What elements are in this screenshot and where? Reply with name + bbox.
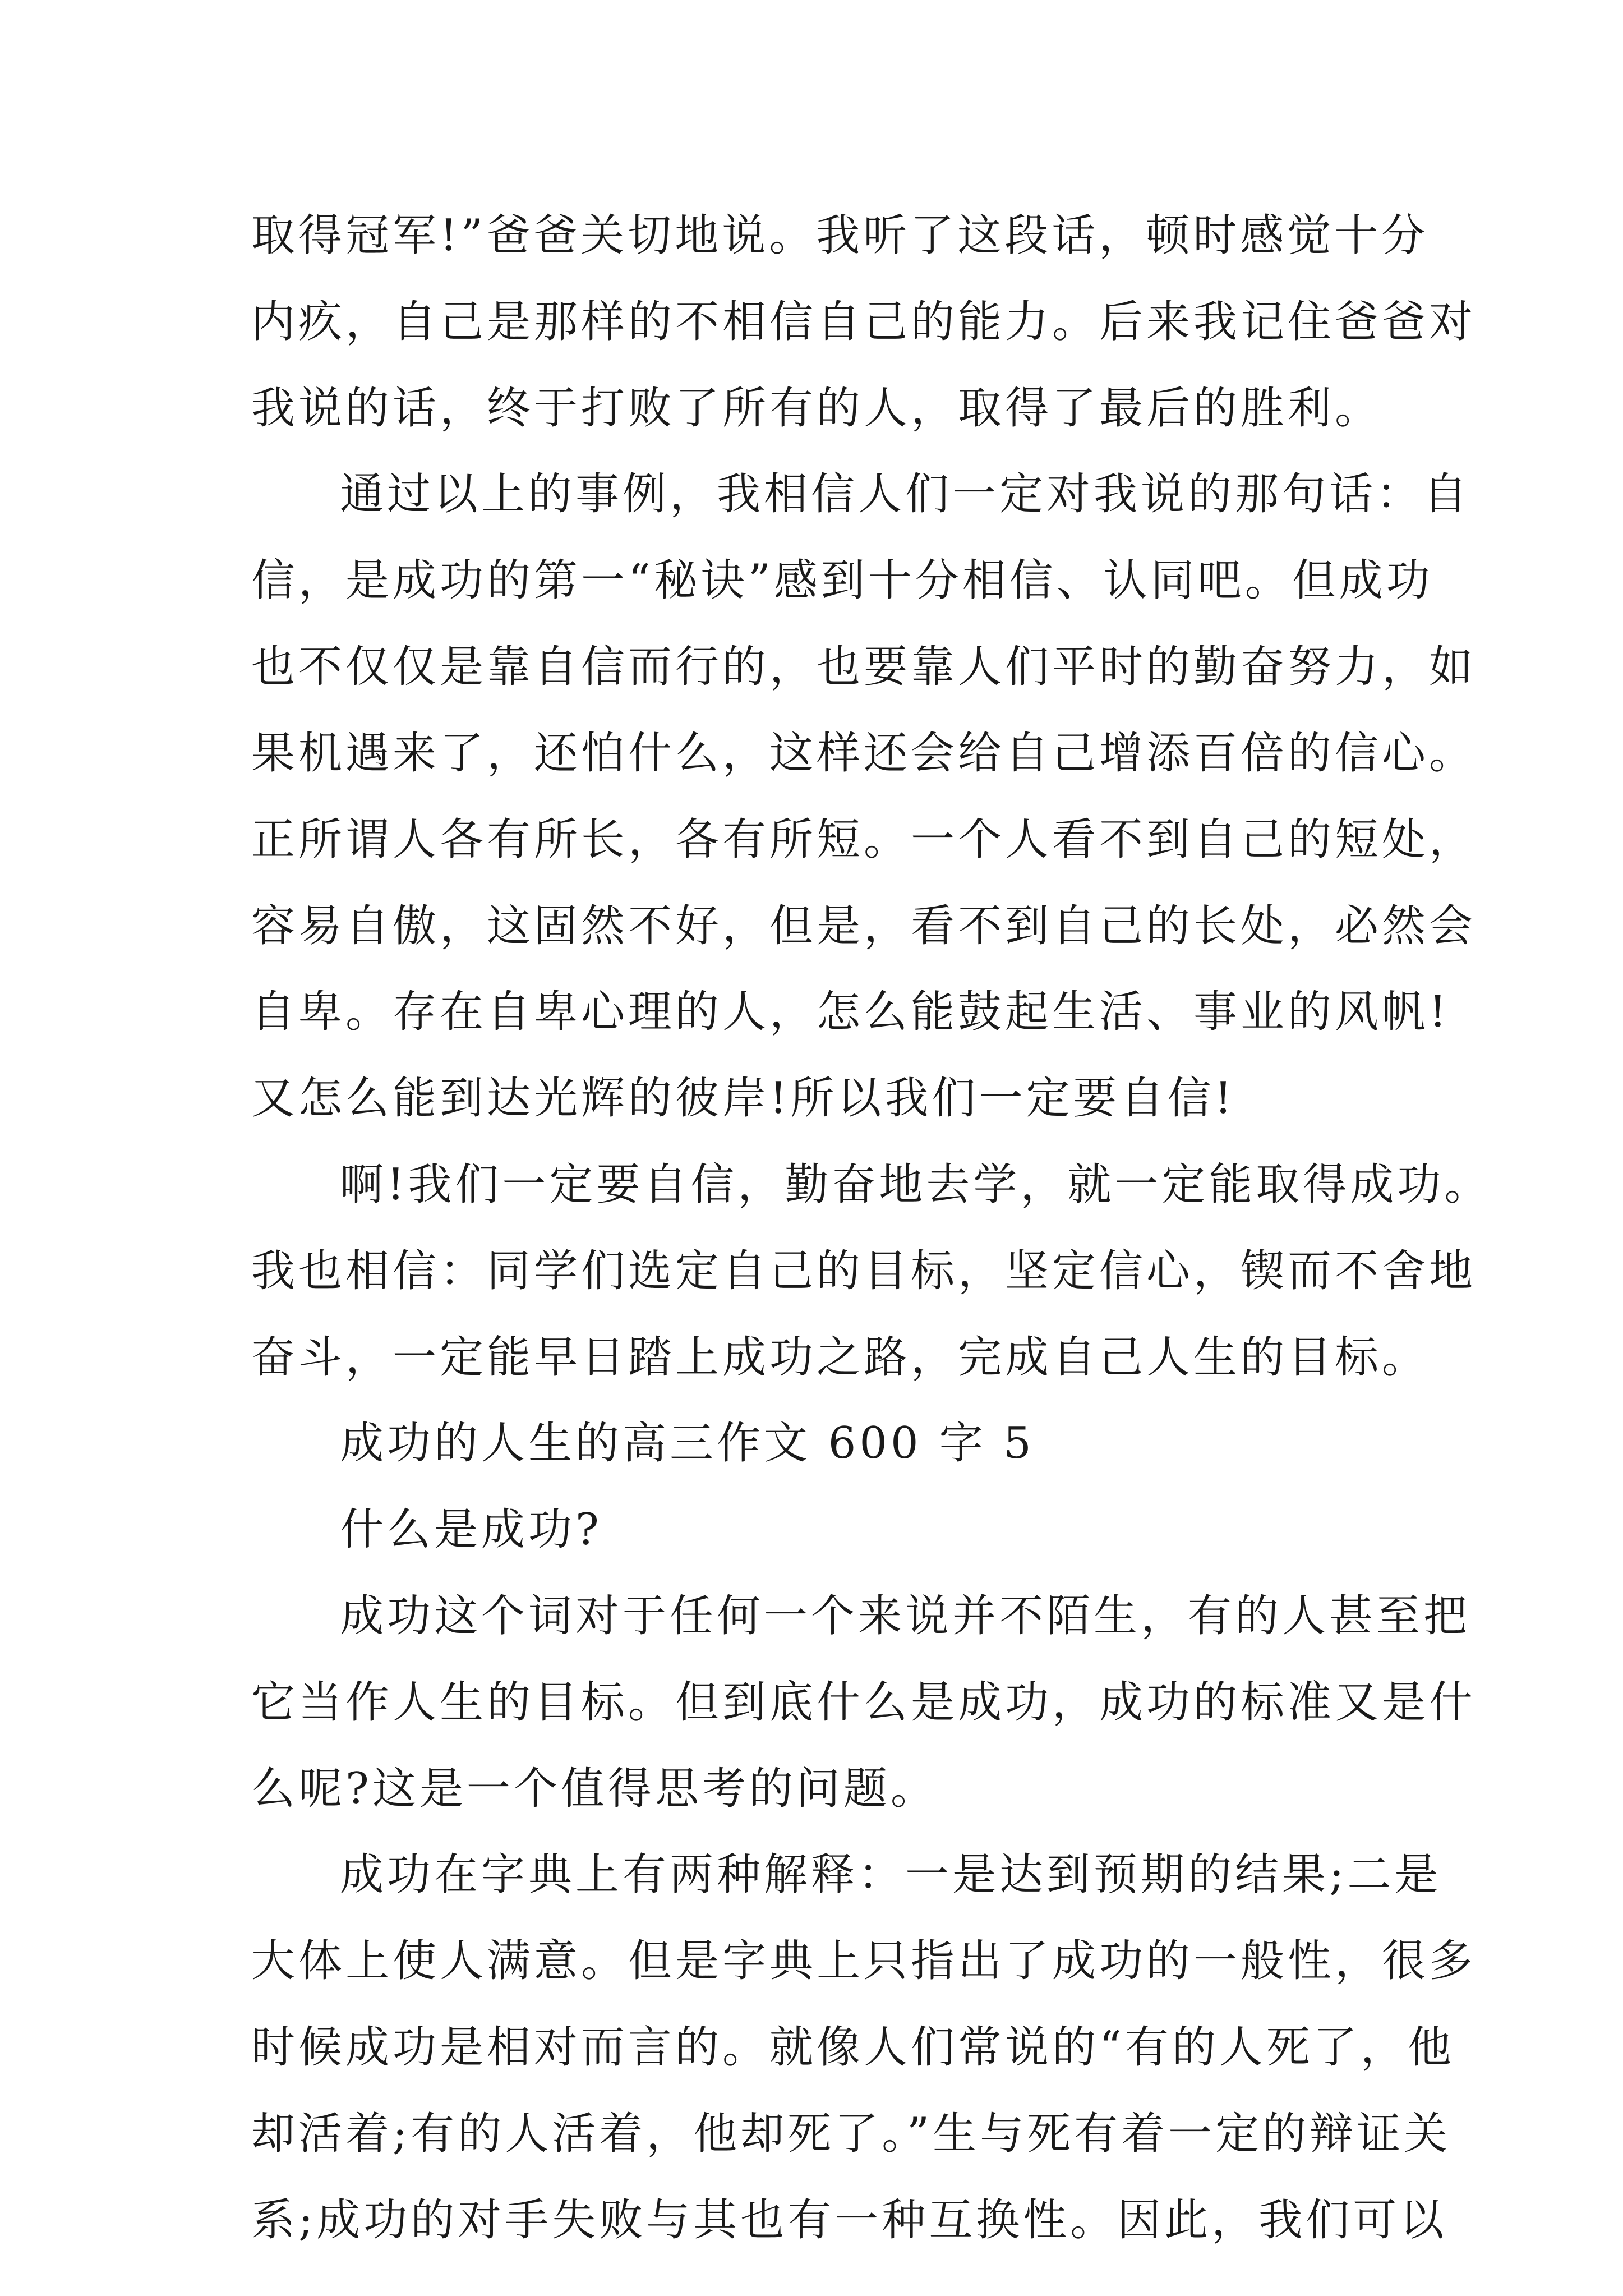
text-line: 取得冠军!”爸爸关切地说。我听了这段话，顿时感觉十分 bbox=[251, 210, 1429, 261]
paragraph-start-line: 啊!我们一定要自信，勤奋地去学，就一定能取得成功。 bbox=[340, 1159, 1492, 1210]
text-line: 我说的话，终于打败了所有的人，取得了最后的胜利。 bbox=[251, 383, 1382, 434]
text-line: 自卑。存在自卑心理的人，怎么能鼓起生活、事业的风帆! bbox=[251, 987, 1450, 1037]
text-line: 系;成功的对手失败与其也有一种互换性。因此，我们可以 bbox=[251, 2195, 1447, 2246]
text-line: 么呢?这是一个值得思考的问题。 bbox=[251, 1764, 938, 1814]
text-line: 时候成功是相对而言的。就像人们常说的“有的人死了，他 bbox=[251, 2022, 1455, 2073]
text-line: 大体上使人满意。但是字典上只指出了成功的一般性，很多 bbox=[251, 1936, 1477, 1986]
text-line: 它当作人生的目标。但到底什么是成功，成功的标准又是什 bbox=[251, 1677, 1477, 1728]
text-line: 却活着;有的人活着，他却死了。”生与死有着一定的辩证关 bbox=[251, 2109, 1451, 2159]
subheading: 什么是成功? bbox=[340, 1504, 602, 1555]
text-line: 又怎么能到达光辉的彼岸!所以我们一定要自信! bbox=[251, 1073, 1235, 1124]
text-line: 奋斗，一定能早日踏上成功之路，完成自己人生的目标。 bbox=[251, 1332, 1430, 1383]
paragraph-start-line: 通过以上的事例，我相信人们一定对我说的那句话：自 bbox=[340, 469, 1471, 519]
section-heading: 成功的人生的高三作文 600 字 5 bbox=[340, 1418, 1035, 1469]
paragraph-start-line: 成功在字典上有两种解释：一是达到预期的结果;二是 bbox=[340, 1849, 1442, 1900]
text-line: 内疚，自己是那样的不相信自己的能力。后来我记住爸爸对 bbox=[251, 297, 1477, 347]
text-line: 容易自傲，这固然不好，但是，看不到自己的长处，必然会 bbox=[251, 901, 1477, 951]
text-line: 也不仅仅是靠自信而行的，也要靠人们平时的勤奋努力，如 bbox=[251, 642, 1477, 692]
text-line: 正所谓人各有所长，各有所短。一个人看不到自己的短处， bbox=[251, 815, 1477, 865]
text-line: 果机遇来了，还怕什么，这样还会给自己增添百倍的信心。 bbox=[251, 728, 1477, 779]
paragraph-start-line: 成功这个词对于任何一个来说并不陌生，有的人甚至把 bbox=[340, 1591, 1471, 1641]
text-line: 信，是成功的第一“秘诀”感到十分相信、认同吧。但成功 bbox=[251, 555, 1433, 606]
text-line: 我也相信：同学们选定自己的目标，坚定信心，锲而不舍地 bbox=[251, 1246, 1477, 1296]
